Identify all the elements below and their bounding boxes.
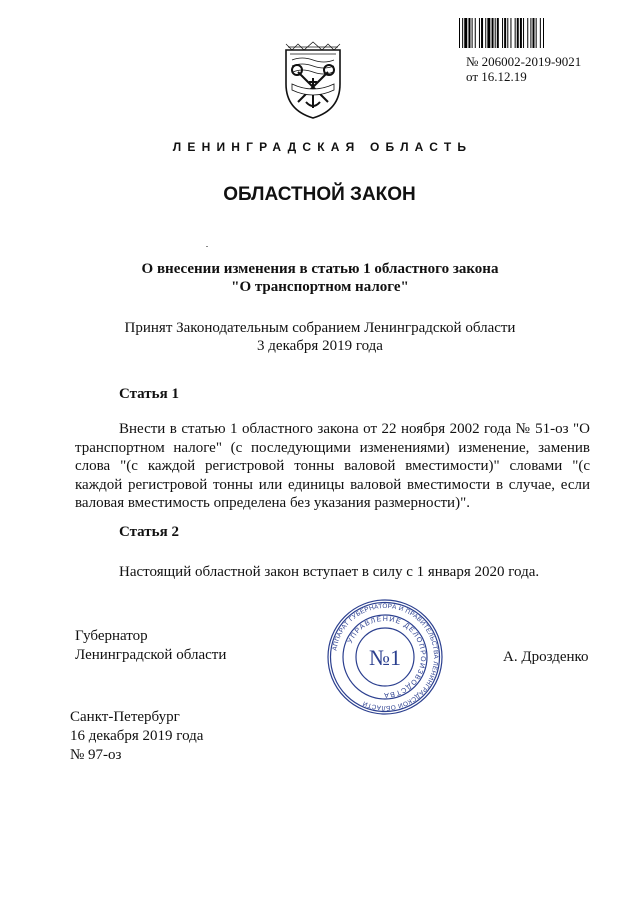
law-number: № 97-оз	[70, 747, 122, 763]
barcode-icon	[459, 18, 619, 48]
region-name: ЛЕНИНГРАДСКАЯ ОБЛАСТЬ	[172, 140, 473, 154]
seal-outer-text: АППАРАТ ГУБЕРНАТОРА И ПРАВИТЕЛЬСТВА ЛЕНИНГРАДСКОЙ ОБЛАСТИ	[331, 602, 440, 712]
signatory-name: А. Дрозденко	[503, 649, 589, 665]
signatory-position-line-2: Ленинградской области	[75, 647, 227, 663]
adoption-note	[100, 319, 540, 355]
law-subject-line-2: "О транспортном налоге"	[231, 279, 409, 295]
signatory-position-line-1: Губернатор	[75, 628, 148, 644]
law-subject-line-1: О внесении изменения в статью 1 областного закона	[141, 261, 499, 277]
seal-inner-text: УПРАВЛЕНИЕ ДЕЛОПРОИЗВОДСТВА	[346, 615, 427, 699]
article-1-text: Внести в статью 1 областного закона от 22 ноября 2002 года № 51-оз "О транспортном налоге" (с последующими изменениями) изменение, заменив слова "(с каждой регистровой тонны валовой вместимости)" словами "(с каждой регистровой тонны или единицы валовой вместимости в случае, если валовая вместимость определена без указания размерности)".	[75, 421, 590, 511]
coat-of-arms-icon	[280, 40, 346, 120]
article-2-heading: Статья 2	[119, 524, 179, 540]
place-city: Санкт-Петербург	[70, 709, 180, 725]
seal-number: №1	[369, 645, 401, 670]
adoption-line-2: 3 декабря 2019 года	[257, 338, 383, 354]
official-seal-icon	[326, 598, 444, 716]
place-date-number	[70, 708, 203, 765]
article-2-text: Настоящий областной закон вступает в силу с 1 января 2020 года.	[119, 564, 540, 580]
registration-stamp	[466, 54, 581, 84]
law-subject	[120, 260, 520, 296]
signing-date: 16 декабря 2019 года	[70, 728, 204, 744]
registration-number: № 206002-2019-9021	[466, 54, 582, 69]
registration-date: от 16.12.19	[466, 69, 527, 84]
adoption-line-1: Принят Законодательным собранием Ленинградской области	[124, 320, 516, 336]
scan-speck	[206, 246, 208, 247]
article-1-heading: Статья 1	[119, 386, 179, 402]
signatory-position	[75, 627, 226, 665]
law-type-title: ОБЛАСТНОЙ ЗАКОН	[223, 184, 416, 205]
